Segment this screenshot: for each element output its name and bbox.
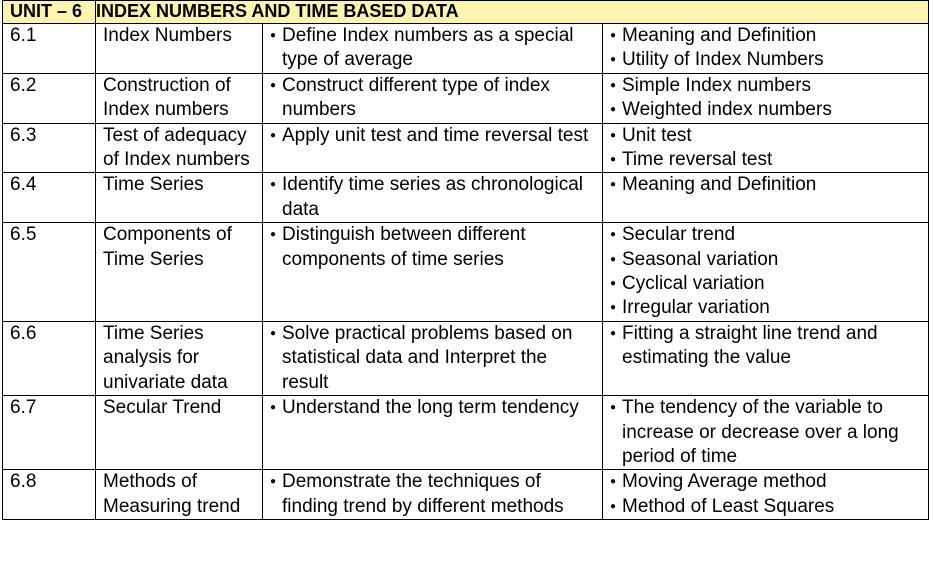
content-item: ● Simple Index numbers (610, 74, 924, 98)
objectives-list (270, 322, 598, 395)
topic-cell: Test of adequacy of Index numbers (96, 123, 263, 173)
contents-cell (603, 470, 929, 520)
objectives-cell (263, 321, 603, 395)
content-item: ● Moving Average method (610, 470, 924, 494)
contents-cell (603, 321, 929, 395)
objectives-list (270, 124, 598, 148)
objective-item: ● Understand the long term tendency (270, 396, 598, 420)
objectives-cell (263, 24, 603, 74)
unit-title: INDEX NUMBERS AND TIME BASED DATA (96, 1, 929, 24)
objective-item: ● Distinguish between different components of time series (270, 223, 598, 272)
table-row (3, 173, 929, 223)
content-item: ● Meaning and Definition (610, 173, 924, 197)
contents-list (610, 173, 924, 197)
contents-cell (603, 173, 929, 223)
table-row (3, 470, 929, 520)
section-number: 6.6 (3, 321, 96, 395)
objectives-cell (263, 470, 603, 520)
table-row (3, 123, 929, 173)
objectives-cell (263, 173, 603, 223)
objectives-cell (263, 73, 603, 123)
topic-cell: Index Numbers (96, 24, 263, 74)
contents-list (610, 322, 924, 371)
contents-cell (603, 24, 929, 74)
section-number: 6.5 (3, 223, 96, 322)
contents-cell (603, 396, 929, 470)
objectives-cell (263, 123, 603, 173)
content-item: ● Meaning and Definition (610, 24, 924, 48)
table-row (3, 73, 929, 123)
content-item: ● Fitting a straight line trend and estimating the value (610, 322, 924, 371)
content-item: ● Weighted index numbers (610, 98, 924, 122)
objectives-list (270, 396, 598, 420)
objective-item: ● Demonstrate the techniques of finding trend by different methods (270, 470, 598, 519)
content-item: ● Time reversal test (610, 148, 924, 172)
topic-cell: Secular Trend (96, 396, 263, 470)
objective-item: ● Apply unit test and time reversal test (270, 124, 598, 148)
objective-item: ● Construct different type of index numbers (270, 74, 598, 123)
objective-item: ● Define Index numbers as a special type of average (270, 24, 598, 73)
objectives-list (270, 223, 598, 272)
objectives-cell (263, 396, 603, 470)
objectives-list (270, 74, 598, 123)
syllabus-table-body (3, 1, 929, 520)
content-item: ● The tendency of the variable to increase or decrease over a long period of time (610, 396, 924, 469)
contents-list (610, 124, 924, 173)
objectives-list (270, 24, 598, 73)
topic-cell: Components of Time Series (96, 223, 263, 322)
objectives-list (270, 470, 598, 519)
contents-cell (603, 223, 929, 322)
objective-item: ● Solve practical problems based on statistical data and Interpret the result (270, 322, 598, 395)
content-item: ● Method of Least Squares (610, 495, 924, 519)
topic-cell: Time Series analysis for univariate data (96, 321, 263, 395)
table-row (3, 223, 929, 322)
topic-cell: Time Series (96, 173, 263, 223)
contents-cell (603, 123, 929, 173)
topic-cell: Methods of Measuring trend (96, 470, 263, 520)
table-row (3, 24, 929, 74)
section-number: 6.1 (3, 24, 96, 74)
contents-list (610, 24, 924, 73)
syllabus-table (2, 0, 929, 520)
contents-list (610, 470, 924, 519)
section-number: 6.8 (3, 470, 96, 520)
content-item: ● Cyclical variation (610, 272, 924, 296)
content-item: ● Unit test (610, 124, 924, 148)
contents-cell (603, 73, 929, 123)
content-item: ● Irregular variation (610, 296, 924, 320)
contents-list (610, 223, 924, 321)
contents-list (610, 396, 924, 469)
section-number: 6.7 (3, 396, 96, 470)
content-item: ● Seasonal variation (610, 248, 924, 272)
section-number: 6.3 (3, 123, 96, 173)
unit-label: UNIT – 6 (3, 1, 96, 24)
objectives-list (270, 173, 598, 222)
topic-cell: Construction of Index numbers (96, 73, 263, 123)
section-number: 6.2 (3, 73, 96, 123)
table-row (3, 321, 929, 395)
content-item: ● Utility of Index Numbers (610, 48, 924, 72)
section-number: 6.4 (3, 173, 96, 223)
table-row (3, 396, 929, 470)
content-item: ● Secular trend (610, 223, 924, 247)
contents-list (610, 74, 924, 123)
objective-item: ● Identify time series as chronological data (270, 173, 598, 222)
unit-header-row (3, 1, 929, 24)
objectives-cell (263, 223, 603, 322)
